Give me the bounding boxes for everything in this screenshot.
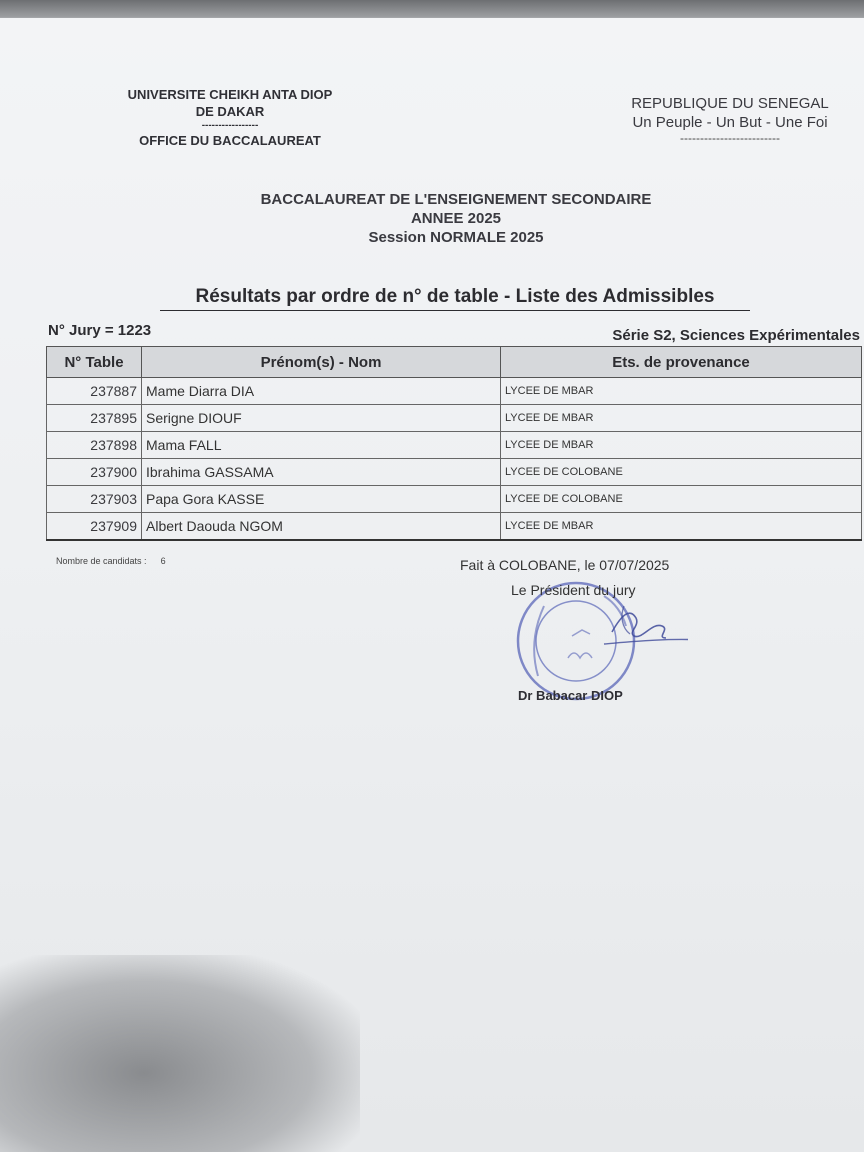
- country-name: REPUBLIQUE DU SENEGAL: [631, 95, 829, 112]
- column-header-table-number: N° Table: [47, 347, 142, 378]
- school-cell: LYCEE DE COLOBANE: [501, 486, 862, 513]
- exam-year: ANNEE 2025: [410, 210, 502, 227]
- column-header-school: Ets. de provenance: [501, 347, 862, 378]
- candidate-name-cell: Serigne DIOUF: [142, 405, 501, 432]
- header-left: [110, 86, 350, 149]
- signatory-name: Dr Babacar DIOP: [518, 688, 623, 703]
- header-right-separator: -------------------------: [680, 131, 780, 145]
- table-number-cell: 237887: [47, 378, 142, 405]
- place-date: Fait à COLOBANE, le 07/07/2025: [460, 557, 670, 573]
- country-motto: Un Peuple - Un But - Une Foi: [632, 114, 828, 131]
- school-cell: LYCEE DE MBAR: [501, 378, 862, 405]
- table-number-cell: 237895: [47, 405, 142, 432]
- table-header-row: [47, 347, 862, 378]
- candidate-name-cell: Ibrahima GASSAMA: [142, 459, 501, 486]
- candidate-name-cell: Papa Gora KASSE: [142, 486, 501, 513]
- school-cell: LYCEE DE MBAR: [501, 405, 862, 432]
- table-row: [47, 459, 862, 486]
- university-name: UNIVERSITE CHEIKH ANTA DIOP: [127, 87, 333, 102]
- serie-label: Série S2, Sciences Expérimentales: [612, 327, 860, 344]
- exam-name: BACCALAUREAT DE L'ENSEIGNEMENT SECONDAIRE: [260, 191, 652, 208]
- university-city: DE DAKAR: [195, 104, 265, 119]
- table-number-cell: 237903: [47, 486, 142, 513]
- candidate-name-cell: Albert Daouda NGOM: [142, 513, 501, 541]
- header-right: [600, 94, 860, 144]
- table-row: [47, 486, 862, 513]
- candidate-count-label: Nombre de candidats :: [56, 556, 147, 566]
- table-number-cell: 237909: [47, 513, 142, 541]
- table-number-cell: 237898: [47, 432, 142, 459]
- table-row: [47, 378, 862, 405]
- school-cell: LYCEE DE COLOBANE: [501, 459, 862, 486]
- header-left-separator: -----------------: [201, 120, 259, 131]
- table-row: [47, 513, 862, 541]
- table-row: [47, 405, 862, 432]
- column-header-name: Prénom(s) - Nom: [142, 347, 501, 378]
- exam-title: [190, 190, 722, 247]
- school-cell: LYCEE DE MBAR: [501, 513, 862, 541]
- results-title: Résultats par ordre de n° de table - Liste des Admissibles: [160, 286, 750, 311]
- president-label: Le Président du jury: [511, 582, 636, 598]
- photo-shadow: [0, 955, 360, 1152]
- results-table: [46, 346, 862, 541]
- candidate-count: [56, 556, 166, 566]
- table-row: [47, 432, 862, 459]
- candidate-count-value: 6: [160, 556, 166, 566]
- jury-number: N° Jury = 1223: [48, 322, 152, 339]
- school-cell: LYCEE DE MBAR: [501, 432, 862, 459]
- table-number-cell: 237900: [47, 459, 142, 486]
- candidate-name-cell: Mama FALL: [142, 432, 501, 459]
- candidate-name-cell: Mame Diarra DIA: [142, 378, 501, 405]
- exam-session: Session NORMALE 2025: [368, 229, 544, 246]
- office-name: OFFICE DU BACCALAUREAT: [139, 133, 321, 148]
